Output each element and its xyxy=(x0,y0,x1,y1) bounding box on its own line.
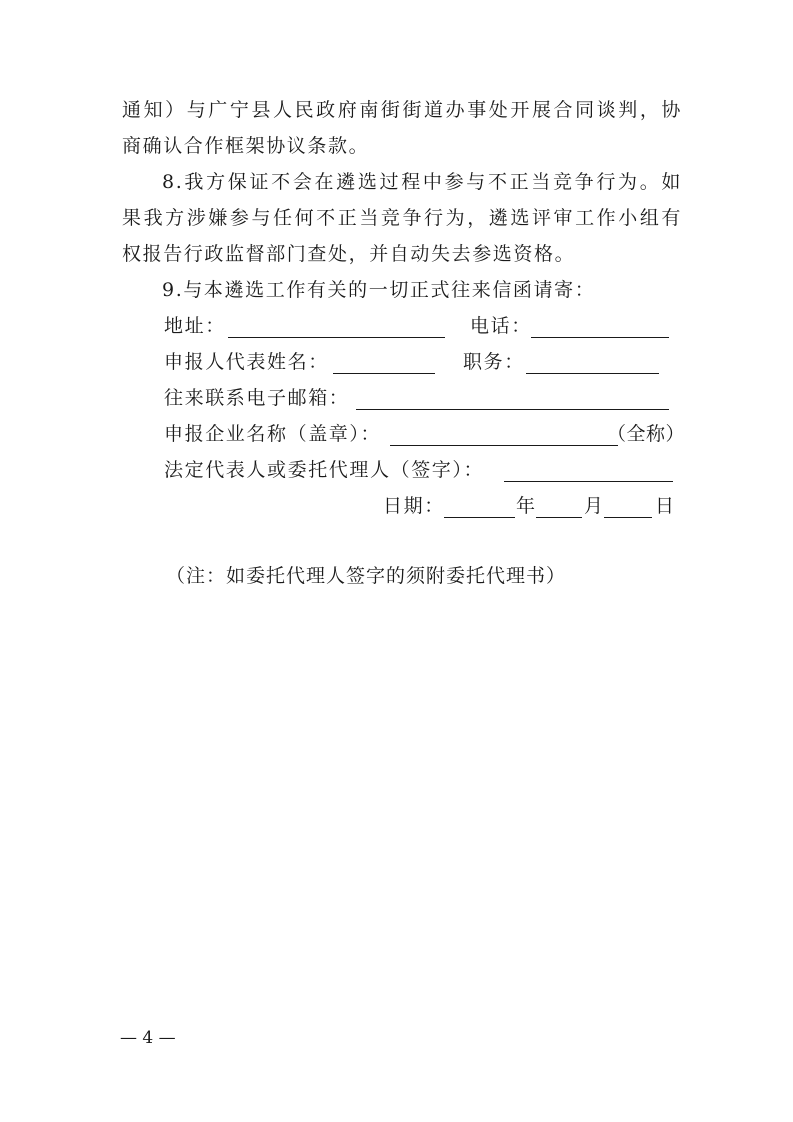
date-month-field[interactable] xyxy=(536,517,582,518)
paragraph-7-line-2: 商确认合作框架协议条款。 xyxy=(122,135,370,157)
position-field[interactable] xyxy=(526,373,659,374)
rep-name-field[interactable] xyxy=(333,373,435,374)
date-year-label: 年 xyxy=(516,495,537,517)
date-day-field[interactable] xyxy=(604,517,652,518)
phone-field[interactable] xyxy=(531,337,669,338)
company-label: 申报企业名称（盖章）： xyxy=(164,423,382,445)
company-field[interactable] xyxy=(390,445,618,446)
company-suffix: （全称） xyxy=(607,423,686,445)
address-label: 地址： xyxy=(164,315,226,337)
rep-name-label: 申报人代表姓名： xyxy=(164,351,329,373)
date-year-field[interactable] xyxy=(444,517,515,518)
phone-label: 电话： xyxy=(470,315,532,337)
paragraph-9-line-1: 9.与本遴选工作有关的一切正式往来信函请寄： xyxy=(162,279,596,301)
date-label: 日期： xyxy=(383,495,445,517)
position-label: 职务： xyxy=(463,351,525,373)
signer-label: 法定代表人或委托代理人（签字）： xyxy=(164,459,485,481)
date-day-label: 日 xyxy=(655,495,676,517)
paragraph-8-line-3: 权报告行政监督部门查处，并自动失去参选资格。 xyxy=(122,243,576,265)
date-month-label: 月 xyxy=(584,495,605,517)
paragraph-8-line-1: 8.我方保证不会在遴选过程中参与不正当竞争行为。如 xyxy=(162,171,682,193)
email-label: 往来联系电子邮箱： xyxy=(164,387,350,409)
signature-note: （注：如委托代理人签字的须附委托代理书） xyxy=(166,565,567,587)
paragraph-8-line-2: 果我方涉嫌参与任何不正当竞争行为，遴选评审工作小组有 xyxy=(122,207,682,229)
page-number: — 4 — xyxy=(120,1028,176,1048)
address-field[interactable] xyxy=(228,337,445,338)
email-field[interactable] xyxy=(356,409,669,410)
signer-field[interactable] xyxy=(504,481,673,482)
paragraph-7-line-1: 通知）与广宁县人民政府南街街道办事处开展合同谈判，协 xyxy=(122,99,682,121)
